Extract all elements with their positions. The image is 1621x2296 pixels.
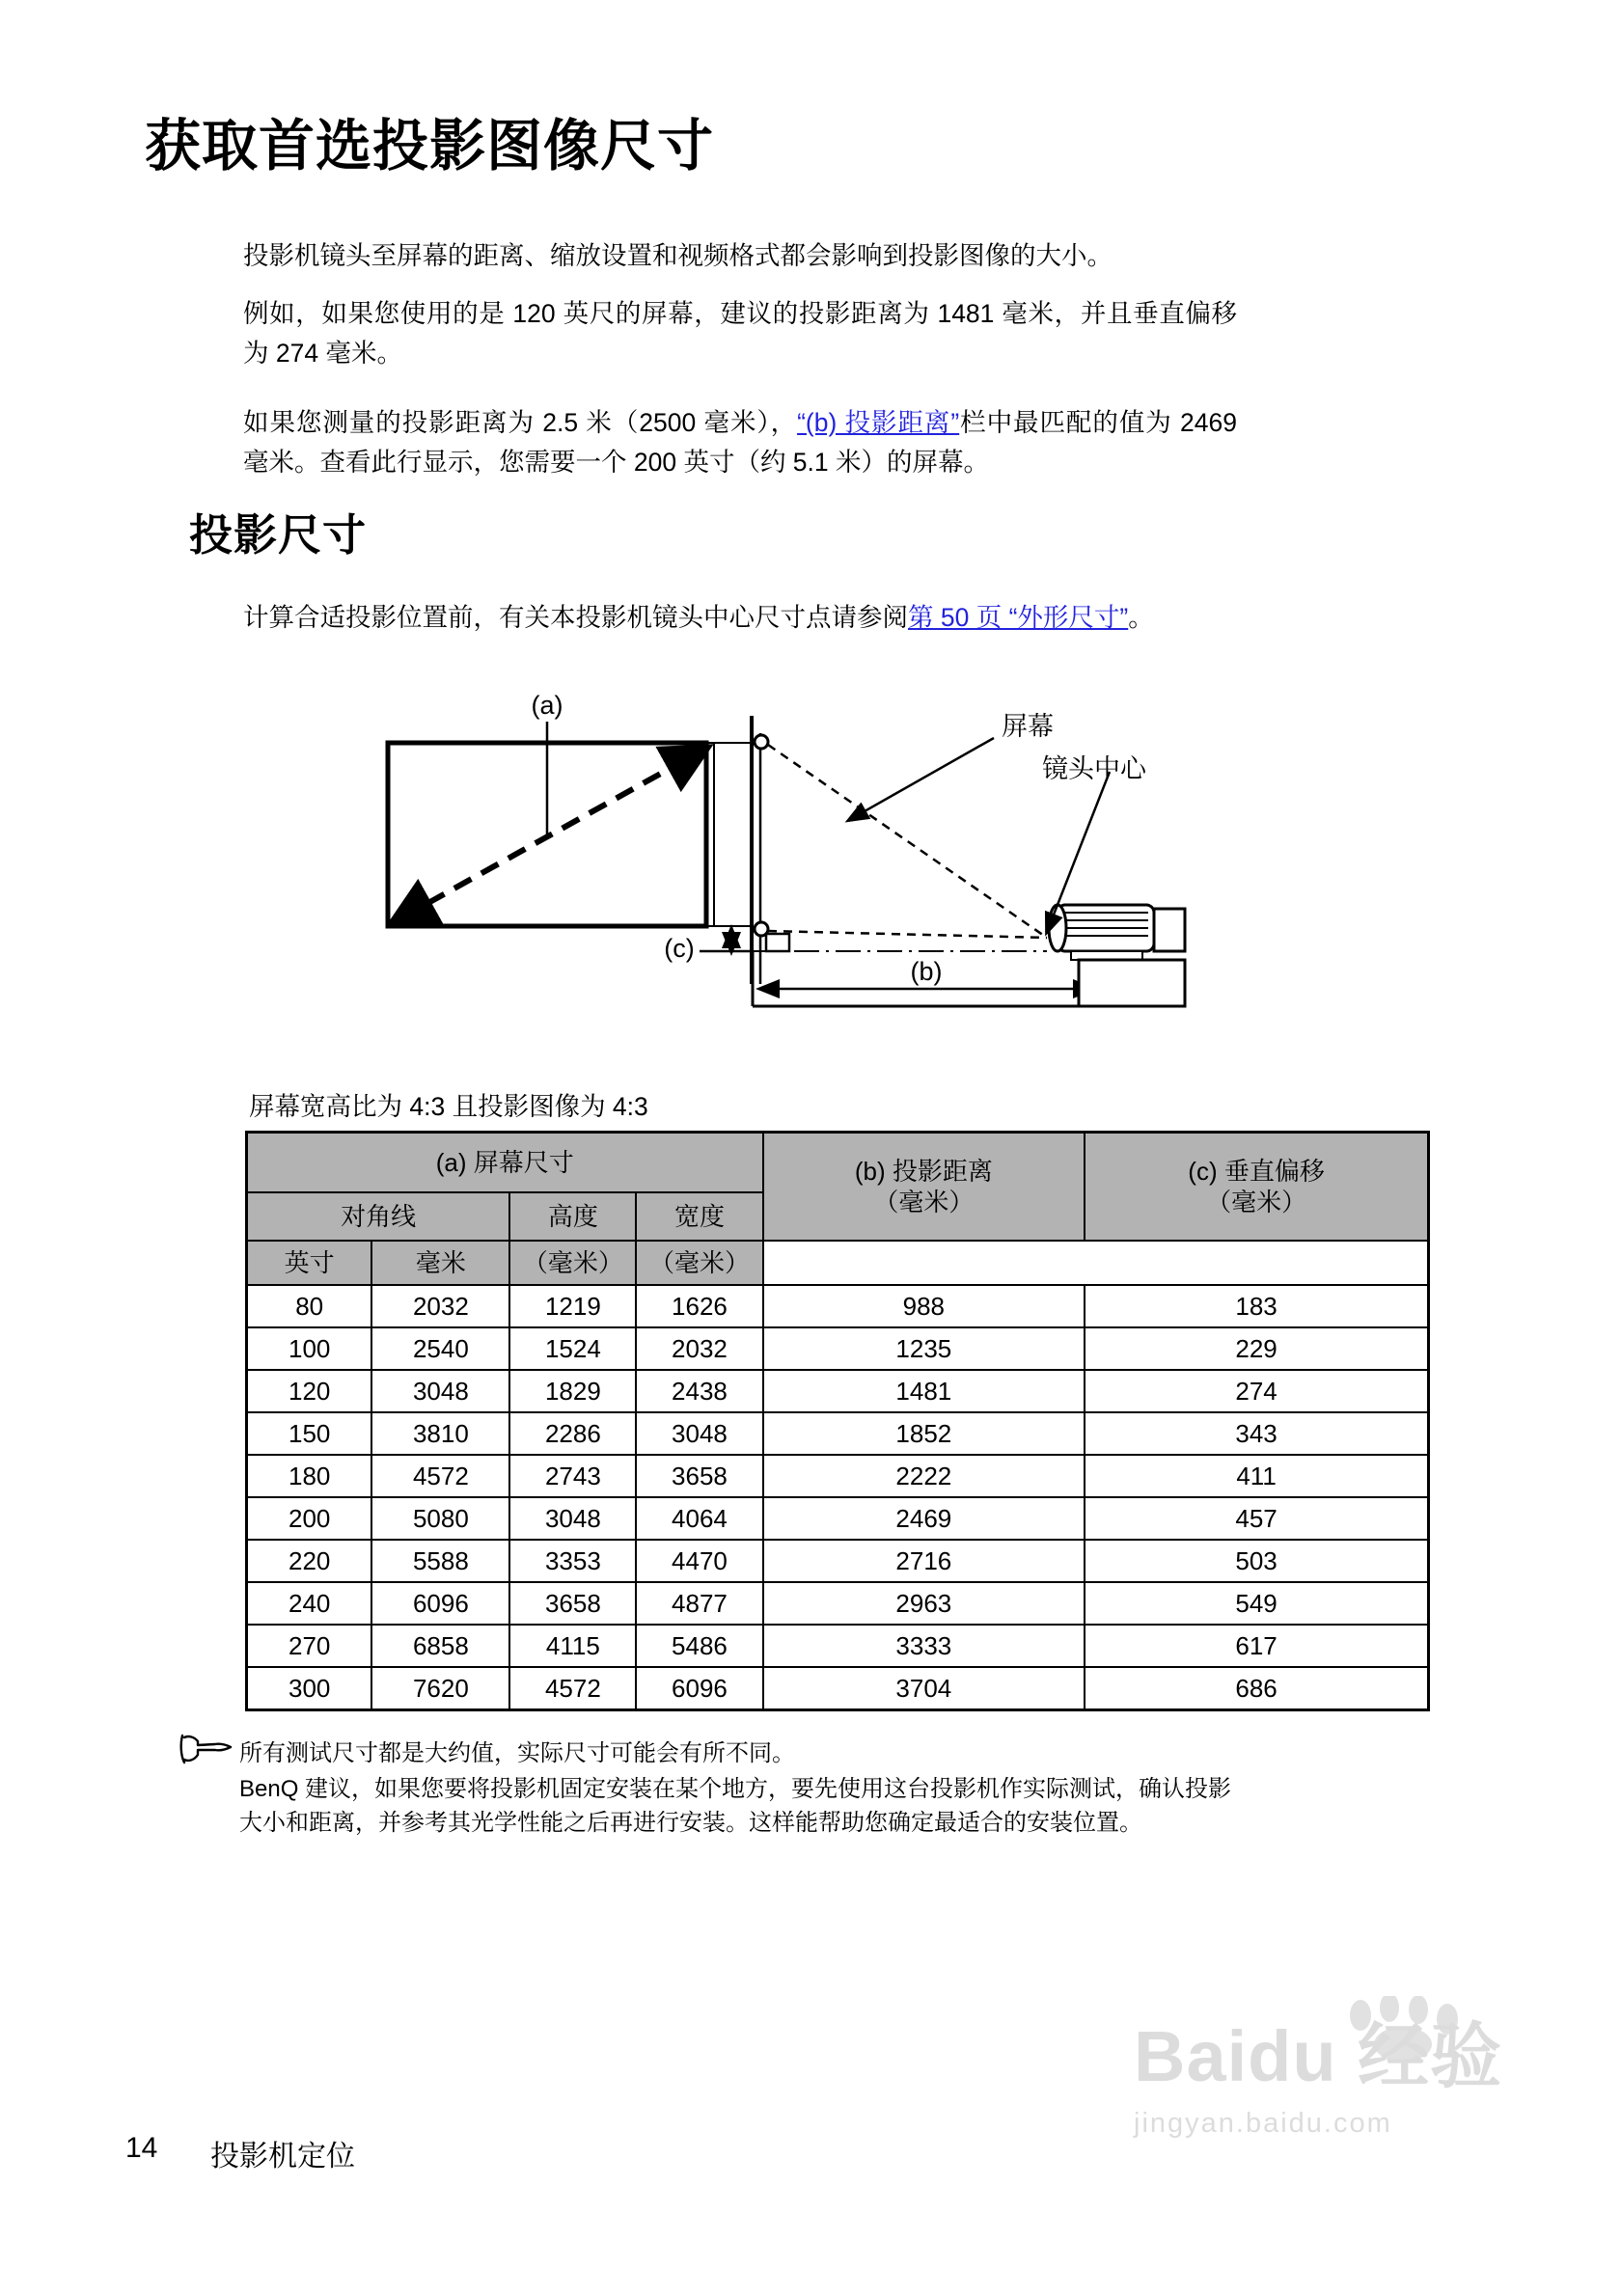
cell-distance: 3704 <box>763 1667 1085 1710</box>
cell-offset: 686 <box>1085 1667 1428 1710</box>
cell-height: 3658 <box>509 1582 636 1625</box>
cell-distance: 1235 <box>763 1327 1085 1370</box>
cell-inch: 80 <box>247 1285 372 1327</box>
cell-offset: 457 <box>1085 1497 1428 1540</box>
footer-chapter: 投影机定位 <box>210 2141 355 2173</box>
paragraph-example: 例如，如果您使用的是 120 英尺的屏幕，建议的投影距离为 1481 毫米，并且垂直偏移为 274 毫米。 <box>243 299 1237 368</box>
cell-mm: 6858 <box>371 1625 509 1667</box>
table-caption: 屏幕宽高比为 4:3 且投影图像为 4:3 <box>249 1092 648 1121</box>
dimension-table <box>245 1131 1430 1711</box>
header-projection-distance <box>763 1133 1085 1242</box>
cell-height: 4115 <box>509 1625 636 1667</box>
header-height-unit: （毫米） <box>509 1241 636 1285</box>
header-vertical-offset-line1: (c) 垂直偏移 <box>1188 1156 1325 1186</box>
cell-height: 2286 <box>509 1412 636 1455</box>
baidu-watermark <box>1134 2016 1539 2204</box>
diagram-label-c: (c) <box>664 934 695 963</box>
cell-height: 1829 <box>509 1370 636 1412</box>
page-title: 获取首选投影图像尺寸 <box>145 115 715 178</box>
paragraph-dimensions <box>243 598 1237 638</box>
cell-height: 2743 <box>509 1455 636 1497</box>
table-row <box>247 1625 1429 1667</box>
cell-mm: 3048 <box>371 1370 509 1412</box>
header-mm: 毫米 <box>371 1241 509 1285</box>
cell-inch: 120 <box>247 1370 372 1412</box>
baidu-paw-icon <box>1341 1996 1486 2060</box>
table-header-row-3 <box>247 1241 1429 1285</box>
cell-mm: 2540 <box>371 1327 509 1370</box>
table-row <box>247 1582 1429 1625</box>
cell-width: 1626 <box>636 1285 762 1327</box>
header-screen-size: (a) 屏幕尺寸 <box>247 1133 763 1193</box>
paragraph-measure <box>243 403 1237 482</box>
cell-inch: 180 <box>247 1455 372 1497</box>
cell-distance: 2963 <box>763 1582 1085 1625</box>
wall-bracket <box>766 934 789 951</box>
cell-height: 1524 <box>509 1327 636 1370</box>
link-projection-distance[interactable]: “(b) 投影距离” <box>797 408 960 437</box>
watermark-sub-text: jingyan.baidu.com <box>1134 2108 1392 2139</box>
cell-offset: 503 <box>1085 1540 1428 1582</box>
header-vertical-offset <box>1085 1133 1428 1242</box>
cell-distance: 1852 <box>763 1412 1085 1455</box>
table-header-row-1 <box>247 1133 1429 1193</box>
cell-mm: 5080 <box>371 1497 509 1540</box>
cell-distance: 2222 <box>763 1455 1085 1497</box>
diagram-label-lens-center: 镜头中心 <box>1042 754 1146 783</box>
cell-mm: 2032 <box>371 1285 509 1327</box>
cell-inch: 150 <box>247 1412 372 1455</box>
cell-mm: 4572 <box>371 1455 509 1497</box>
diagonal-measure-line <box>400 752 699 918</box>
footer-page-number: 14 <box>125 2132 158 2164</box>
table-row <box>247 1412 1429 1455</box>
table-row <box>247 1540 1429 1582</box>
header-width-line1: 宽度 <box>673 1201 725 1231</box>
cell-distance: 988 <box>763 1285 1085 1327</box>
header-height <box>509 1192 636 1241</box>
cell-offset: 617 <box>1085 1625 1428 1667</box>
cell-inch: 100 <box>247 1327 372 1370</box>
cell-width: 3048 <box>636 1412 762 1455</box>
projection-diagram <box>174 695 1274 1013</box>
cell-inch: 240 <box>247 1582 372 1625</box>
table-row <box>247 1497 1429 1540</box>
cell-width: 5486 <box>636 1625 762 1667</box>
header-projection-distance-line1: (b) 投影距离 <box>854 1156 993 1186</box>
diagram-label-a: (a) <box>531 695 563 720</box>
cell-height: 4572 <box>509 1667 636 1710</box>
diagram-label-screen: 屏幕 <box>1002 712 1054 741</box>
header-projection-distance-line2: （毫米） <box>873 1188 975 1216</box>
header-width-unit: （毫米） <box>636 1241 762 1285</box>
paragraph-dimensions-before: 计算合适投影位置前，有关本投影机镜头中心尺寸点请参阅 <box>243 603 908 632</box>
paragraph-intro: 投影机镜头至屏幕的距离、缩放设置和视频格式都会影响到投影图像的大小。 <box>243 241 1113 270</box>
table-row <box>247 1455 1429 1497</box>
header-inch: 英寸 <box>247 1241 372 1285</box>
cell-offset: 229 <box>1085 1327 1428 1370</box>
cell-distance: 3333 <box>763 1625 1085 1667</box>
paragraph-dimensions-after: 。 <box>1128 603 1154 632</box>
cell-inch: 300 <box>247 1667 372 1710</box>
paragraph-measure-after: 栏中最匹配的值为 2469 毫米。查看此行显示，您需要一个 200 英寸（约 5.1 米）的屏幕。 <box>243 408 1237 477</box>
cell-offset: 343 <box>1085 1412 1428 1455</box>
screen-callout-line <box>849 738 994 820</box>
header-vertical-offset-line2: （毫米） <box>1206 1188 1307 1216</box>
pointing-hand-icon <box>179 1732 234 1766</box>
cell-offset: 549 <box>1085 1582 1428 1625</box>
cell-mm: 5588 <box>371 1540 509 1582</box>
cell-distance: 2716 <box>763 1540 1085 1582</box>
ray-top <box>768 745 1047 938</box>
cell-width: 3658 <box>636 1455 762 1497</box>
cell-width: 2438 <box>636 1370 762 1412</box>
cell-width: 4064 <box>636 1497 762 1540</box>
table-row <box>247 1327 1429 1370</box>
link-page-50-dimensions[interactable]: 第 50 页 “外形尺寸” <box>908 603 1129 632</box>
dimension-table-wrapper <box>245 1131 1430 1711</box>
watermark-main-text: Baidu 经验 <box>1134 2016 1503 2096</box>
cell-inch: 270 <box>247 1625 372 1667</box>
note-line-2: BenQ 建议，如果您要将投影机固定安装在某个地方，要先使用这台投影机作实际测试，确认投影大小和距离，并参考其光学性能之后再进行安装。这样能帮助您确定最适合的安装位置。 <box>239 1776 1232 1836</box>
header-diagonal: 对角线 <box>247 1192 510 1241</box>
cell-offset: 411 <box>1085 1455 1428 1497</box>
table-row <box>247 1370 1429 1412</box>
cell-width: 2032 <box>636 1327 762 1370</box>
note-block <box>239 1736 1243 1840</box>
table-row <box>247 1667 1429 1710</box>
ray-bottom <box>768 931 1047 938</box>
table-body <box>247 1285 1429 1710</box>
cell-width: 4470 <box>636 1540 762 1582</box>
cell-inch: 220 <box>247 1540 372 1582</box>
table-head <box>247 1133 1429 1286</box>
note-line-1: 所有测试尺寸都是大约值，实际尺寸可能会有所不同。 <box>239 1740 795 1766</box>
projector-illustration <box>1049 905 1185 1006</box>
header-width <box>636 1192 762 1241</box>
diagram-label-b: (b) <box>910 957 943 986</box>
cell-mm: 6096 <box>371 1582 509 1625</box>
cell-height: 3048 <box>509 1497 636 1540</box>
cell-distance: 1481 <box>763 1370 1085 1412</box>
cell-mm: 3810 <box>371 1412 509 1455</box>
cell-height: 1219 <box>509 1285 636 1327</box>
paragraph-measure-before: 如果您测量的投影距离为 2.5 米（2500 毫米）， <box>243 408 798 437</box>
cell-offset: 183 <box>1085 1285 1428 1327</box>
cell-distance: 2469 <box>763 1497 1085 1540</box>
header-height-line1: 高度 <box>547 1201 598 1231</box>
cell-offset: 274 <box>1085 1370 1428 1412</box>
cell-inch: 200 <box>247 1497 372 1540</box>
table-row <box>247 1285 1429 1327</box>
cell-height: 3353 <box>509 1540 636 1582</box>
screen-top-point <box>755 735 768 749</box>
cell-mm: 7620 <box>371 1667 509 1710</box>
section-title: 投影尺寸 <box>189 510 368 560</box>
cell-width: 4877 <box>636 1582 762 1625</box>
cell-width: 6096 <box>636 1667 762 1710</box>
